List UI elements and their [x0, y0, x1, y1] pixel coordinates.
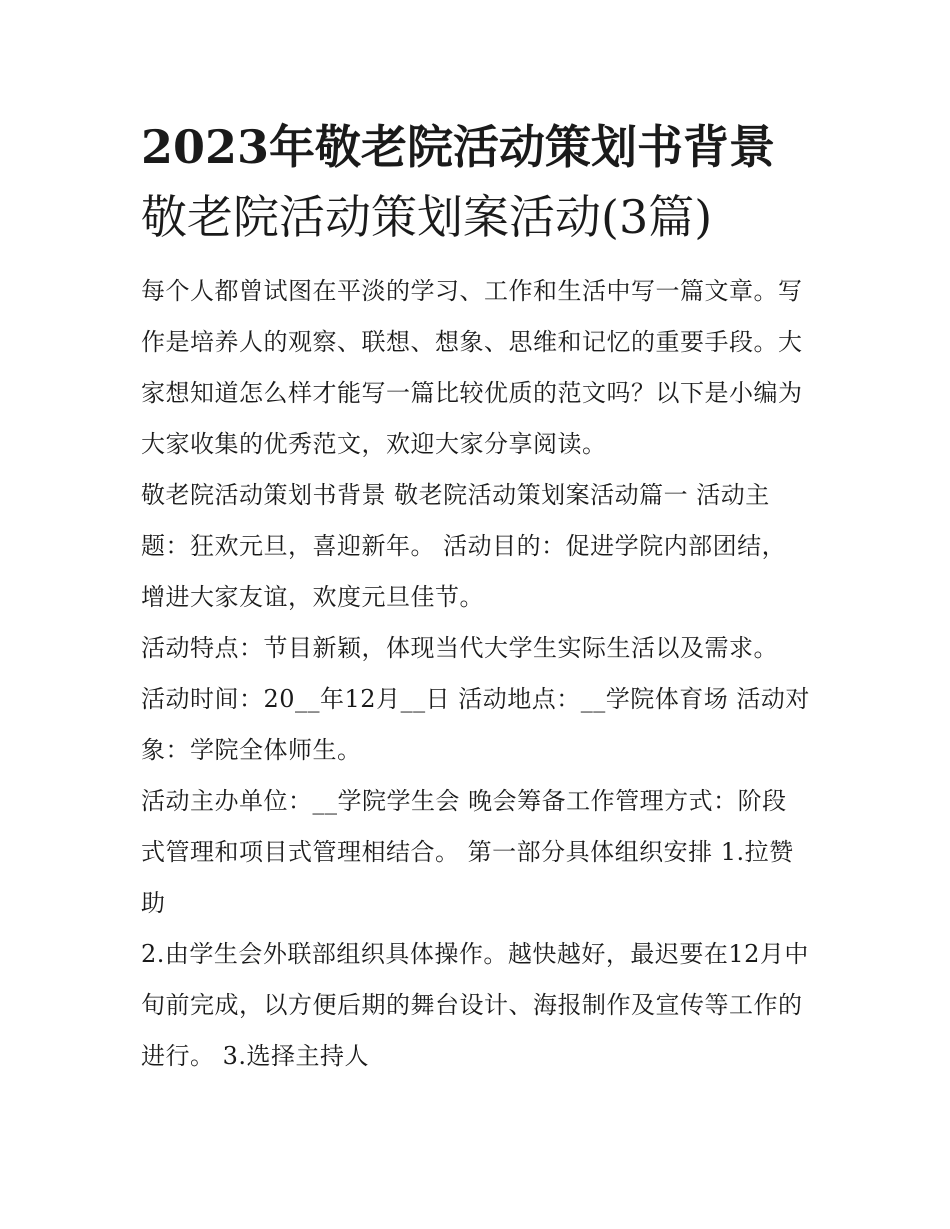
text-line: 进行。 3.选择主持人: [141, 1042, 370, 1070]
paragraph-theme: [141, 470, 813, 623]
text-line: 题：狂欢元旦，喜迎新年。 活动目的：促进学院内部团结，: [141, 532, 787, 560]
text-line: 每个人都曾试图在平淡的学习、工作和生活中写一篇文章。写: [141, 277, 803, 305]
text-line: 活动特点：节目新颖，体现当代大学生实际生活以及需求。: [141, 634, 778, 662]
text-line: 旬前完成，以方便后期的舞台设计、海报制作及宣传等工作的: [141, 991, 803, 1019]
paragraph-intro: [141, 266, 813, 470]
text-line: 活动时间：20__年12月__日 活动地点：__学院体育场 活动对: [141, 685, 810, 713]
paragraph-features: [141, 623, 813, 674]
text-line: 助: [141, 889, 166, 917]
title-line-2: 敬老院活动策划案活动(3篇): [141, 190, 713, 244]
paragraph-sponsorship: [141, 929, 813, 1082]
text-line: 大家收集的优秀范文，欢迎大家分享阅读。: [141, 430, 607, 458]
text-line: 家想知道怎么样才能写一篇比较优质的范文吗？以下是小编为: [141, 379, 803, 407]
text-line: 式管理和项目式管理相结合。 第一部分具体组织安排 1.拉赞: [141, 838, 794, 866]
paragraph-time-place: [141, 674, 813, 776]
text-line: 2.由学生会外联部组织具体操作。越快越好，最迟要在12月中: [141, 940, 809, 968]
text-line: 象：学院全体师生。: [141, 736, 362, 764]
text-line: 活动主办单位：__学院学生会 晚会筹备工作管理方式：阶段: [141, 787, 787, 815]
title-line-1: 2023年敬老院活动策划书背景: [141, 120, 776, 174]
document-title: [141, 112, 813, 252]
text-line: 增进大家友谊，欢度元旦佳节。: [141, 583, 484, 611]
text-line: 敬老院活动策划书背景 敬老院活动策划案活动篇一 活动主: [141, 481, 770, 509]
document-page: [141, 112, 813, 1082]
paragraph-organizer: [141, 776, 813, 929]
text-line: 作是培养人的观察、联想、想象、思维和记忆的重要手段。大: [141, 328, 803, 356]
